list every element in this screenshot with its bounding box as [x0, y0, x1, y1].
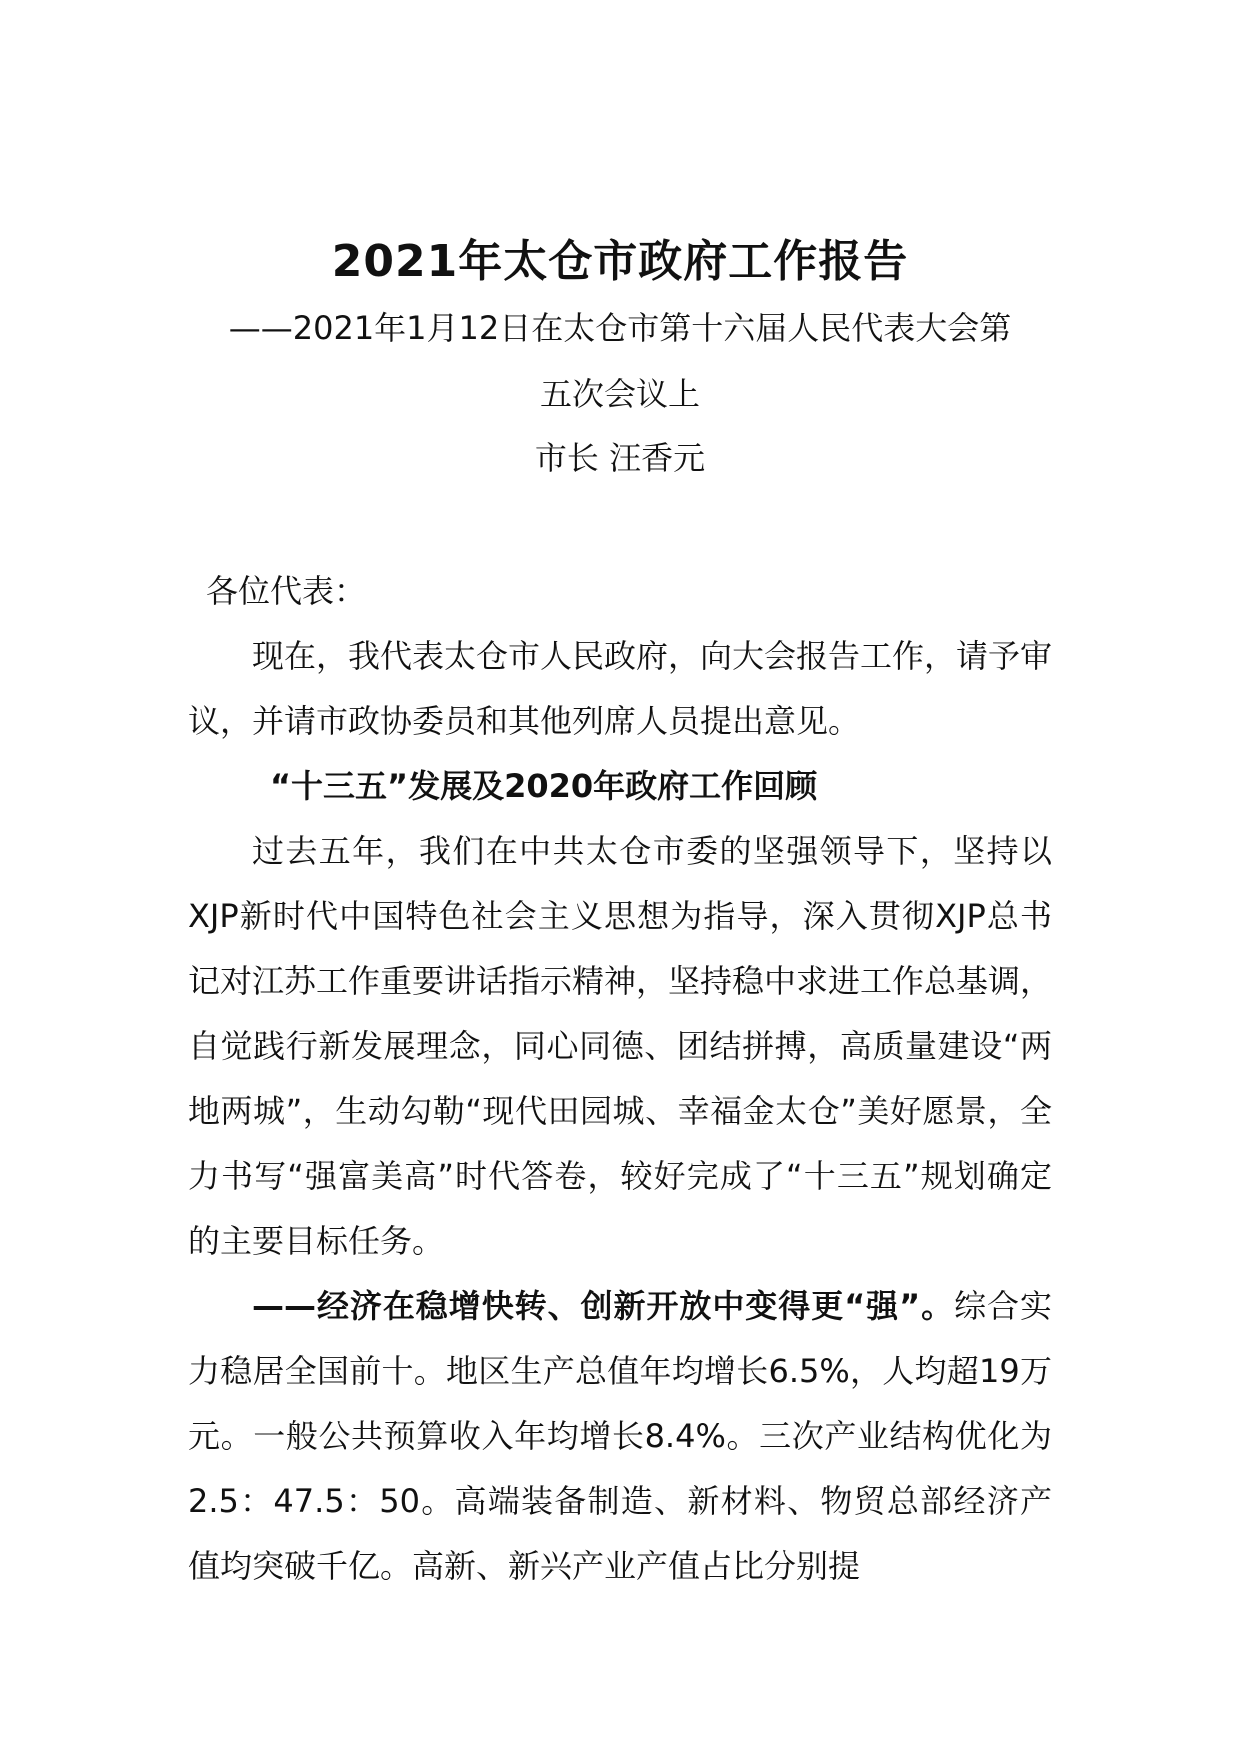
subtitle-occasion: ——2021年1月12日在太仓市第十六届人民代表大会第 — [228, 309, 1012, 347]
economy-text: 综合实力稳居全国前十。地区生产总值年均增长6.5%，人均超19万元。一般公共预算收入年均增长8.4%。三次产业结构优化为2.5：47.5：50。高端装备制造、新材料、物贸总部经济产值均突破千亿。高新、新兴产业产值占比分别提 — [188, 1287, 1052, 1585]
intro-paragraph: 现在，我代表太仓市人民政府，向大会报告工作，请予审议，并请市政协委员和其他列席人员提出意见。 — [188, 637, 1053, 740]
document-body — [188, 559, 1052, 1599]
document-title: 2021年太仓市政府工作报告 — [331, 236, 909, 287]
review-paragraph: 过去五年，我们在中共太仓市委的坚强领导下，坚持以XJP新时代中国特色社会主义思想为指导，深入贯彻XJP总书记对江苏工作重要讲话指示精神，坚持稳中求进工作总基调，自觉践行新发展理念，同心同德、团结拼搏，高质量建设“两地两城”，生动勾勒“现代田园城、幸福金太仓”美好愿景，全力书写“强富美高”时代答卷，较好完成了“十三五”规划确定的主要目标任务。 — [188, 832, 1053, 1260]
subtitle-occasion-continued: 五次会议上 — [539, 375, 700, 413]
economy-lead: ——经济在稳增快转、创新开放中变得更“强”。 — [252, 1287, 955, 1325]
economy-paragraph — [188, 1274, 1052, 1599]
section-heading: “十三五”发展及2020年政府工作回顾 — [270, 767, 818, 805]
speaker-line: 市长 汪香元 — [534, 439, 706, 477]
greeting: 各位代表： — [206, 572, 367, 610]
